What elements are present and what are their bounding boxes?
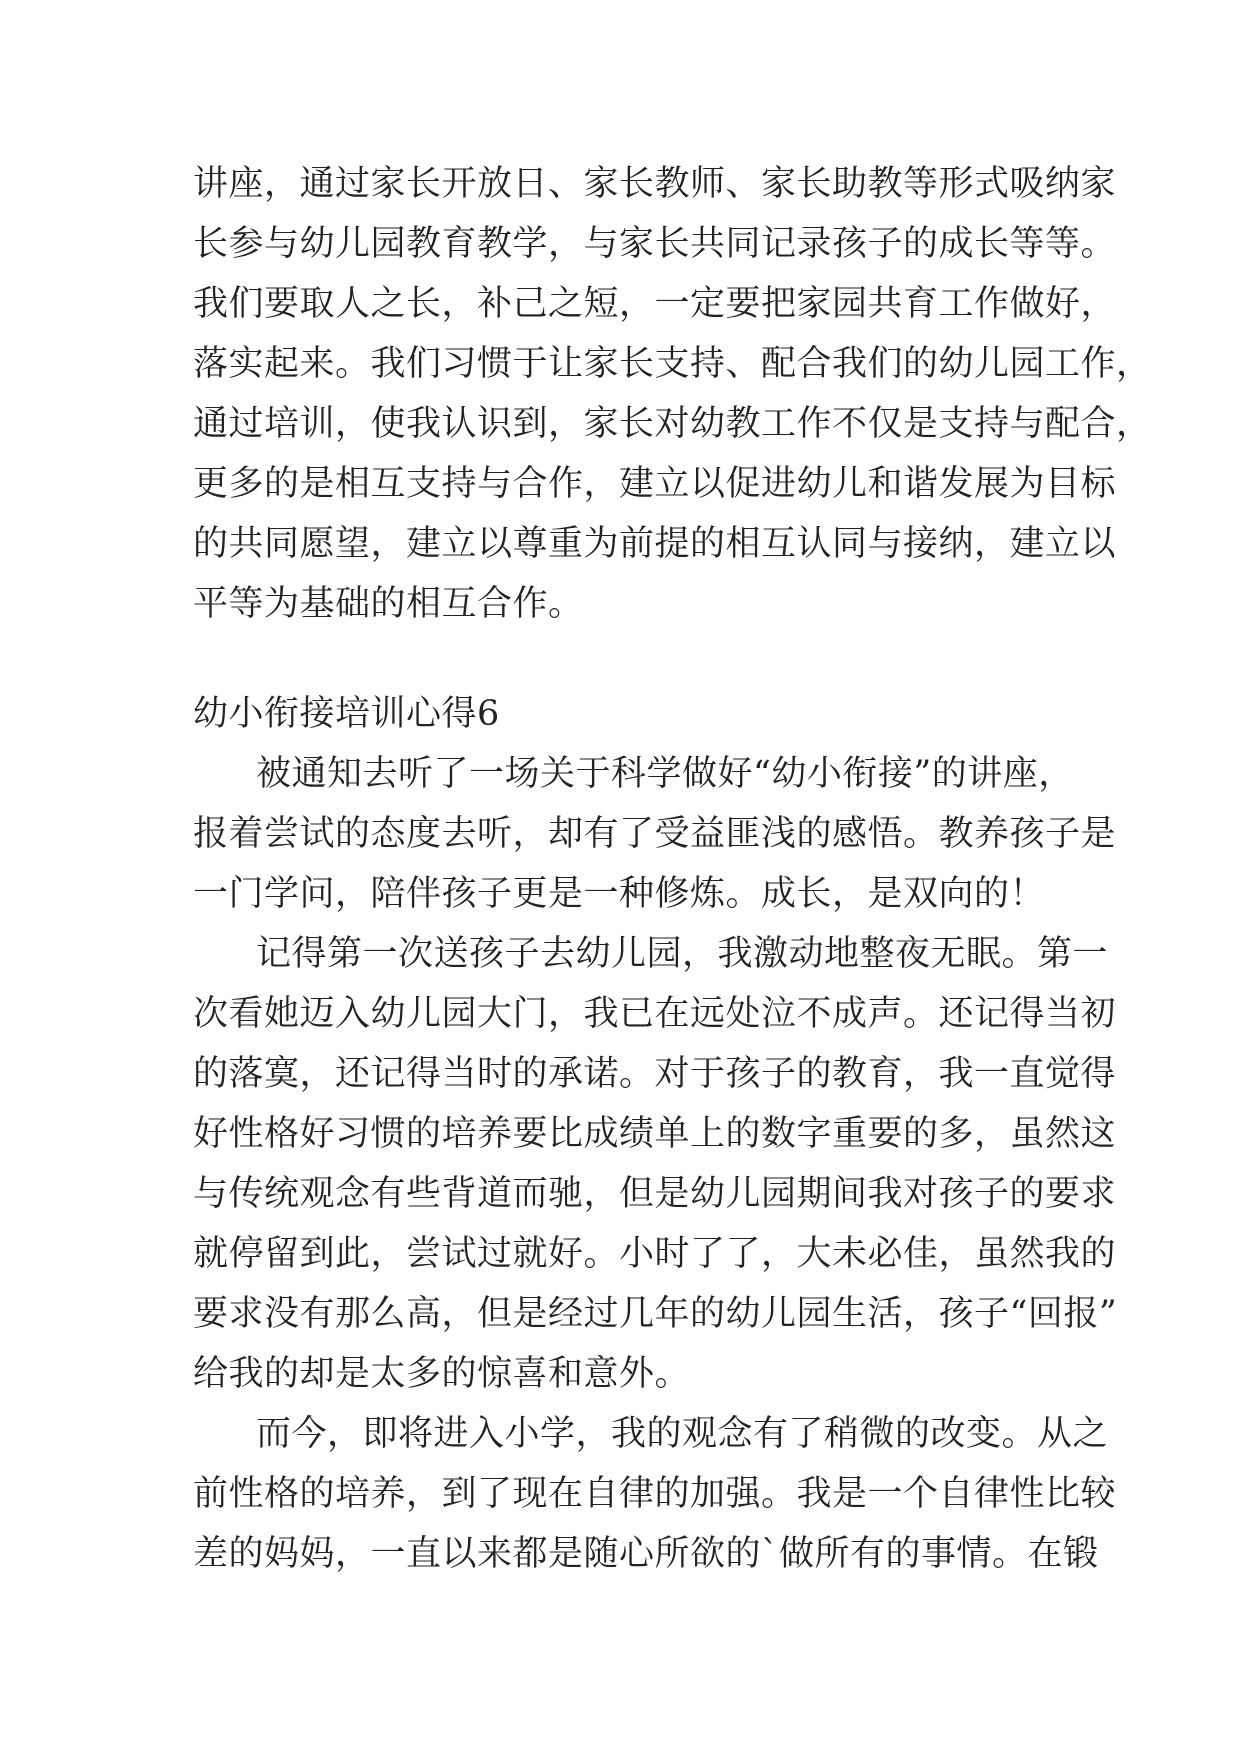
paragraph-line: 就停留到此，尝试过就好。小时了了，大未必佳，虽然我的 bbox=[193, 1234, 1117, 1274]
paragraph-line: 而今，即将进入小学，我的观念有了稍微的改变。从之 bbox=[256, 1414, 1109, 1454]
paragraph-line: 给我的却是太多的惊喜和意外。 bbox=[193, 1354, 691, 1394]
paragraph-line: 被通知去听了一场关于科学做好“幼小衔接”的讲座， bbox=[256, 754, 1074, 794]
paragraph-line: 通过培训，使我认识到，家长对幼教工作不仅是支持与配合， bbox=[193, 404, 1152, 444]
paragraph-line: 前性格的培养，到了现在自律的加强。我是一个自律性比较 bbox=[193, 1474, 1117, 1514]
paragraph-line: 差的妈妈，一直以来都是随心所欲的`做所有的事情。在锻 bbox=[193, 1534, 1099, 1574]
paragraph-line: 的落寞，还记得当时的承诺。对于孩子的教育，我一直觉得 bbox=[193, 1054, 1117, 1094]
paragraph-line: 更多的是相互支持与合作，建立以促进幼儿和谐发展为目标 bbox=[193, 464, 1117, 504]
section-heading: 幼小衔接培训心得6 bbox=[193, 694, 500, 734]
paragraph-line: 平等为基础的相互合作。 bbox=[193, 584, 584, 624]
paragraph-line: 我们要取人之长，补己之短，一定要把家园共育工作做好， bbox=[193, 284, 1117, 324]
paragraph-line: 讲座，通过家长开放日、家长教师、家长助教等形式吸纳家 bbox=[193, 164, 1117, 204]
paragraph-line: 记得第一次送孩子去幼儿园，我激动地整夜无眠。第一 bbox=[256, 934, 1109, 974]
paragraph-line: 要求没有那么高，但是经过几年的幼儿园生活，孩子“回报” bbox=[193, 1294, 1118, 1334]
paragraph-line: 次看她迈入幼儿园大门，我已在远处泣不成声。还记得当初 bbox=[193, 994, 1117, 1034]
paragraph-line: 与传统观念有些背道而驰，但是幼儿园期间我对孩子的要求 bbox=[193, 1174, 1117, 1214]
paragraph-line: 落实起来。我们习惯于让家长支持、配合我们的幼儿园工作， bbox=[193, 344, 1152, 384]
paragraph-line: 一门学问，陪伴孩子更是一种修炼。成长，是双向的！ bbox=[193, 874, 1046, 914]
paragraph-line: 报着尝试的态度去听，却有了受益匪浅的感悟。教养孩子是 bbox=[193, 814, 1117, 854]
paragraph-line: 好性格好习惯的培养要比成绩单上的数字重要的多，虽然这 bbox=[193, 1114, 1117, 1154]
paragraph-line: 的共同愿望，建立以尊重为前提的相互认同与接纳，建立以 bbox=[193, 524, 1117, 564]
paragraph-line: 长参与幼儿园教育教学，与家长共同记录孩子的成长等等。 bbox=[193, 224, 1117, 264]
